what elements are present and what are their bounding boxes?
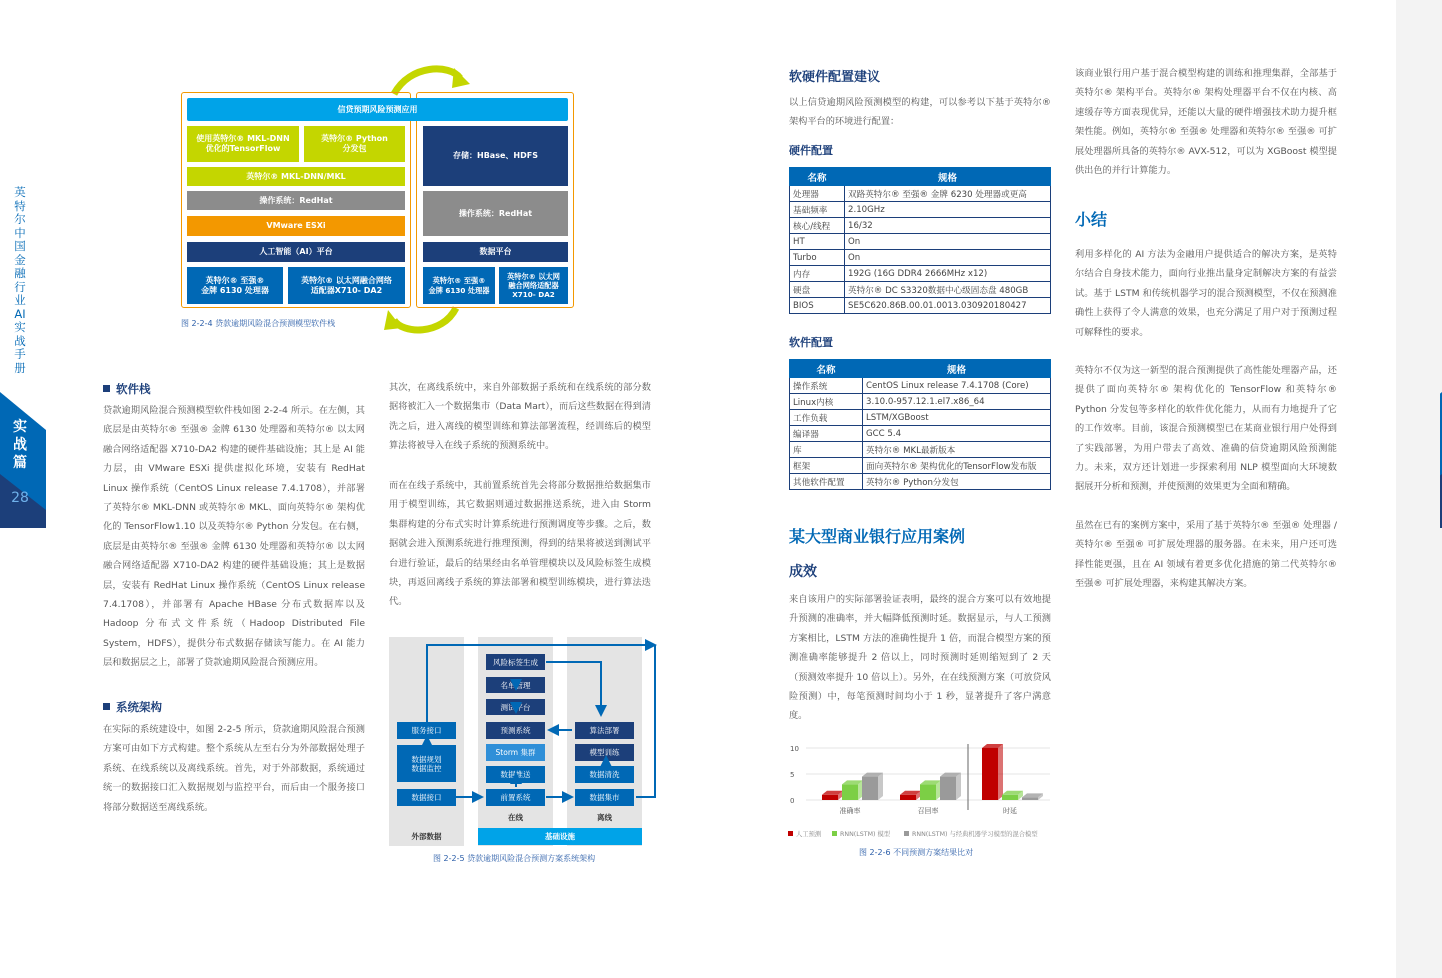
section-title: 软件栈 <box>103 381 151 397</box>
side-label-char: 战 <box>14 333 26 348</box>
table-cell: 编译器 <box>790 426 863 442</box>
table-row <box>790 394 1051 410</box>
side-label-char: 中 <box>14 225 26 240</box>
side-label-char: 尔 <box>14 212 26 226</box>
table-cell: CentOS Linux release 7.4.1708 (Core) <box>863 378 1051 394</box>
table-row <box>790 442 1051 458</box>
legend-label: RNN(LSTM) 模型 <box>840 831 891 838</box>
table-header: 规格 <box>845 168 1051 186</box>
nic-right-block: 英特尔® 以太网 融合网络适配器 X710- DA2 <box>499 267 568 304</box>
paragraph: 其次，在离线系统中，来自外部数据子系统和在线系统的部分数据将被汇入一个数据集市（Data Mart），而后这些数据在得到清洗之后，进入离线的模型训练和算法部署流程，经训练后的模型算法将被导入在线子系统的预测系统中。 <box>389 382 651 452</box>
list-management-block: 名单管理 <box>486 677 545 693</box>
side-label-char: 特 <box>14 198 26 213</box>
bar <box>900 795 916 800</box>
side-label-char: AI <box>14 306 26 321</box>
table-row <box>790 410 1051 426</box>
risk-label-block: 风险标签生成 <box>486 654 545 670</box>
legend-swatch <box>788 831 793 836</box>
x-tick-label: 时延 <box>1003 807 1017 815</box>
xeon-right-block: 英特尔® 至强® 金牌 6130 处理器 <box>423 267 495 304</box>
column-label: 在线 <box>508 813 523 822</box>
data-cleaning-block: 数据清洗 <box>575 766 634 783</box>
y-tick-label: 5 <box>790 771 795 779</box>
x-tick-label: 召回率 <box>917 807 939 815</box>
table-cell: 192G (16G DDR4 2666MHz x12) <box>845 266 1051 282</box>
bar-side <box>878 773 883 800</box>
bar <box>1022 797 1038 800</box>
results-chart <box>786 740 1056 842</box>
service-interface-block: 服务接口 <box>397 722 456 739</box>
side-label-char: 国 <box>14 239 26 253</box>
table-row <box>790 202 1051 218</box>
section-title: 软硬件配置建议 <box>789 70 881 85</box>
bar <box>842 784 858 800</box>
table-cell: 内存 <box>790 266 845 282</box>
x-tick-label: 准确率 <box>839 807 861 815</box>
side-label-left <box>13 186 27 375</box>
os-left-block: 操作系统：RedHat <box>187 191 405 210</box>
figure-caption: 图 2-2-6 不同预测方案结果比对 <box>859 848 974 857</box>
column-label: 离线 <box>597 813 612 822</box>
table-row <box>790 218 1051 234</box>
side-label-char: 手 <box>14 347 26 361</box>
algorithm-deploy-block: 算法部署 <box>575 722 634 739</box>
table-cell: LSTM/XGBoost <box>863 410 1051 426</box>
figure-caption: 图 2-2-5 贷款逾期风险混合预测方案系统架构 <box>433 854 596 863</box>
table-cell: 工作负载 <box>790 410 863 426</box>
storage-block: 存储：HBase、HDFS <box>423 126 568 186</box>
legend-label: RNN(LSTM) 与经典机器学习模型的混合模型 <box>912 831 1038 838</box>
table-cell: 16/32 <box>845 218 1051 234</box>
table-row <box>790 234 1051 250</box>
side-label-char: 实 <box>13 419 27 435</box>
legend-swatch <box>832 831 837 836</box>
table-cell: On <box>845 234 1051 250</box>
case-title: 某大型商业银行应用案例 <box>789 527 966 546</box>
table-row <box>790 298 1051 314</box>
mkl-tensorflow-block: 使用英特尔® MKL-DNN 优化的TensorFlow <box>187 126 299 162</box>
section-title: 成效 <box>789 564 817 580</box>
paragraph: 来自该用户的实际部署验证表明，最终的混合方案可以有效地提升预测的准确率，并大幅降低预测时延。数据显示，与人工预测方案相比，LSTM 方法的准确性提升 1 倍，而混合模型方案的预测准确率能够提升 2 倍以上，同时预测时延则缩短到了 2 天（预测效率提升 10 倍以上）。另外，在在线预测方案（可放贷风险预测）中，每笔预测时间均小于 1 秒，显著提升了客户满意度。 <box>789 594 1051 722</box>
legend-swatch <box>904 831 909 836</box>
side-label-char: 篇 <box>13 455 27 471</box>
side-label-char: 业 <box>14 293 26 307</box>
section-title: 小结 <box>1075 210 1108 229</box>
table-cell: 英特尔® Python分发包 <box>863 474 1051 490</box>
left-page <box>0 0 720 978</box>
data-interface-block: 数据接口 <box>397 789 456 806</box>
figure-caption: 图 2-2-4 贷款逾期风险混合预测模型软件栈 <box>181 319 336 328</box>
bar <box>1002 795 1018 800</box>
table-cell: 库 <box>790 442 863 458</box>
table-cell: 处理器 <box>790 186 845 202</box>
y-tick-label: 10 <box>790 745 799 753</box>
table-cell: 硬盘 <box>790 282 845 298</box>
ai-platform-block: 人工智能（AI）平台 <box>187 242 405 262</box>
paragraph: 该商业银行用户基于混合模型构建的训练和推理集群，全部基于英特尔® 架构平台。英特尔® 架构处理器平台不仅在内核、高速缓存等方面表现优异，还能以大量的硬件增强技术助力提升框架性能。例如，英特尔® 至强® 处理器和英特尔® 至强® 可扩展处理器所具备的英特尔® AVX-512，可以为 XGBoost 模型提供出色的并行计算能力。 <box>1075 68 1337 177</box>
side-label-char: 战 <box>13 437 27 453</box>
table-header: 规格 <box>863 360 1051 378</box>
right-page <box>720 0 1396 978</box>
prediction-system-block: 预测系统 <box>486 722 545 739</box>
column-label: 外部数据 <box>411 832 442 841</box>
bar-side <box>998 744 1003 800</box>
storm-cluster-block: Storm 集群 <box>486 744 545 761</box>
model-training-block: 模型训练 <box>575 744 634 761</box>
bar <box>982 748 998 800</box>
bar <box>920 784 936 800</box>
table-cell: GCC 5.4 <box>863 426 1051 442</box>
side-label-char: 金 <box>14 252 26 267</box>
table-row <box>790 378 1051 394</box>
os-right-block: 操作系统：RedHat <box>423 191 568 236</box>
side-label-char: 英 <box>14 185 26 199</box>
data-platform-block: 数据平台 <box>423 242 568 262</box>
table-row <box>790 458 1051 474</box>
paragraph: 以上信贷逾期风险预测模型的构建，可以参考以下基于英特尔® 架构平台的环境进行配置： <box>789 97 1051 128</box>
bar <box>940 777 956 800</box>
test-platform-block: 测试平台 <box>486 699 545 715</box>
section-title: 系统架构 <box>103 699 162 715</box>
table-cell: On <box>845 250 1051 266</box>
chapter-tab-label <box>10 418 30 472</box>
side-label-char: 融 <box>14 266 26 280</box>
table-header: 名称 <box>790 168 845 186</box>
bar-side <box>956 773 961 800</box>
software-table <box>789 359 1051 490</box>
table-cell: Linux内核 <box>790 394 863 410</box>
bar <box>862 777 878 800</box>
table-cell: Turbo <box>790 250 845 266</box>
table-cell: 框架 <box>790 458 863 474</box>
flow-arrows <box>389 637 664 847</box>
data-push-block: 数据推送 <box>486 766 545 783</box>
y-tick-label: 0 <box>790 797 795 805</box>
table-row <box>790 250 1051 266</box>
side-label-char: 册 <box>14 360 26 375</box>
table-cell: 2.10GHz <box>845 202 1051 218</box>
side-label-char: 实 <box>14 320 26 334</box>
data-mart-block: 数据集市 <box>575 789 634 806</box>
table-cell: SE5C620.86B.00.01.0013.030920180427 <box>845 298 1051 314</box>
side-label-char: 行 <box>14 279 26 294</box>
vmware-block: VMware ESXi <box>187 216 405 236</box>
data-planning-block: 数据规划 数据监控 <box>397 745 456 782</box>
legend-label: 人工预测 <box>796 831 822 838</box>
table-row <box>790 186 1051 202</box>
table-cell: 双路英特尔® 至强® 金牌 6230 处理器或更高 <box>845 186 1051 202</box>
table-cell: 操作系统 <box>790 378 863 394</box>
table-header: 名称 <box>790 360 863 378</box>
paragraph: 在实际的系统建设中，如图 2-2-5 所示，贷款逾期风险混合预测方案可由如下方式构建。整个系统从左至右分为外部数据处理子系统、在线系统以及离线系统。首先，对于外部数据，系统通过统一的数据接口汇入数据规划与监控平台，而后由一个服务接口将部分数据送至离线系统。 <box>103 724 365 813</box>
mkl-dnn-block: 英特尔® MKL-DNN/MKL <box>187 167 405 186</box>
table-row <box>790 426 1051 442</box>
front-system-block: 前置系统 <box>486 789 545 806</box>
table-cell: 基础频率 <box>790 202 845 218</box>
paragraph: 英特尔不仅为这一新型的混合预测提供了高性能处理器产品，还提供了面向英特尔® 架构优化的 TensorFlow 和英特尔® Python 分发包等多样化的软件优化能力，从而有力地提升了它的工作效率。目前，该混合预测模型已在某商业银行用户处得到了实践部署，为用户带去了高效、准确的信贷逾期风险预测能力。未来，双方还计划进一步探索利用 NLP 模型面向大环境数据展开分析和预测，并使预测的效果更为全面和精确。 <box>1075 365 1337 493</box>
subsection-title: 软件配置 <box>789 336 833 349</box>
infrastructure-bar: 基础设施 <box>478 828 642 845</box>
subsection-title: 硬件配置 <box>789 144 833 157</box>
table-cell: 面向英特尔® 架构优化的TensorFlow发布版 <box>863 458 1051 474</box>
bar <box>822 795 838 800</box>
table-row <box>790 282 1051 298</box>
paragraph: 虽然在已有的案例方案中，采用了基于英特尔® 至强® 处理器 / 英特尔® 至强® 可扩展处理器的服务器。在未来，用户还可选择性能更强，且在 AI 领域有着更多优化措施的第二代英特尔® 至强® 可扩展处理器，来构建其解决方案。 <box>1075 520 1337 590</box>
paragraph: 贷款逾期风险混合预测模型软件栈如图 2-2-4 所示。在左侧，其底层是由英特尔® 至强® 金牌 6130 处理器和英特尔® 以太网融合网络适配器 X710-DA2 构建的硬件基础设施；其上是 AI 能力层，由 VMware ESXi 提供虚拟化环境，安装有 RedHat Linux 操作系统（CentOS Linux release 7.4.1708），并部署了英特尔® MKL-DNN 或英特尔® MKL、面向英特尔® 架构优化的 TensorFlow1.10 以及英特尔® Python 分发包。在右侧，底层是由英特尔® 至强® 金牌 6130 处理器和英特尔® 以太网融合网络适配器 X710-DA2 构建的硬件基础设施；其上是数据层，安装有 RedHat Linux 操作系统（CentOS Linux release 7.4.1708），并部署有 Apache HBase 分布式数据库以及 Hadoop 分布式文件系统（Hadoop Distributed File System，HDFS），提供分布式数据存储读写能力。在 AI 能力层和数据层之上，部署了贷款逾期风险混合预测应用。 <box>103 405 365 669</box>
hardware-table <box>789 167 1051 314</box>
table-cell: HT <box>790 234 845 250</box>
table-cell: 其他软件配置 <box>790 474 863 490</box>
paragraph: 而在在线子系统中，其前置系统首先会将部分数据推给数据集市用于模型训练，其它数据则通过数据推送系统，进入由 Storm 集群构建的分布式实时计算系统进行预测调度等步骤。之后，数据就会进入预测系统进行推理预测，得到的结果将被送到测试平台进行验证，最后的结果经由名单管理模块以及风险标签生成模块，再返回离线子系统的算法部署和模型训练模块，进行算法迭代。 <box>389 480 651 608</box>
paragraph: 利用多样化的 AI 方法为金融用户提供适合的解决方案，是英特尔结合自身技术能力，面向行业推出量身定制解决方案的有益尝试。基于 LSTM 和传统机器学习的混合预测模型，不仅在预测准确性上获得了令人满意的效果，也充分满足了用户对于预测过程可解释性的要求。 <box>1075 249 1337 338</box>
table-cell: 3.10.0-957.12.1.el7.x86_64 <box>863 394 1051 410</box>
python-block: 英特尔® Python 分发包 <box>304 126 405 162</box>
nic-left-block: 英特尔® 以太网融合网络 适配器X710- DA2 <box>288 267 405 304</box>
page-number: 28 <box>11 490 29 506</box>
table-row <box>790 266 1051 282</box>
table-cell: 核心/线程 <box>790 218 845 234</box>
table-cell: BIOS <box>790 298 845 314</box>
xeon-left-block: 英特尔® 至强® 金牌 6130 处理器 <box>187 267 283 304</box>
table-cell: 英特尔® MKL最新版本 <box>863 442 1051 458</box>
app-bar: 信贷预期风险预测应用 <box>187 98 568 121</box>
table-cell: 英特尔® DC S3320数据中心级固态盘 480GB <box>845 282 1051 298</box>
table-row <box>790 474 1051 490</box>
right-margin <box>1396 0 1440 978</box>
